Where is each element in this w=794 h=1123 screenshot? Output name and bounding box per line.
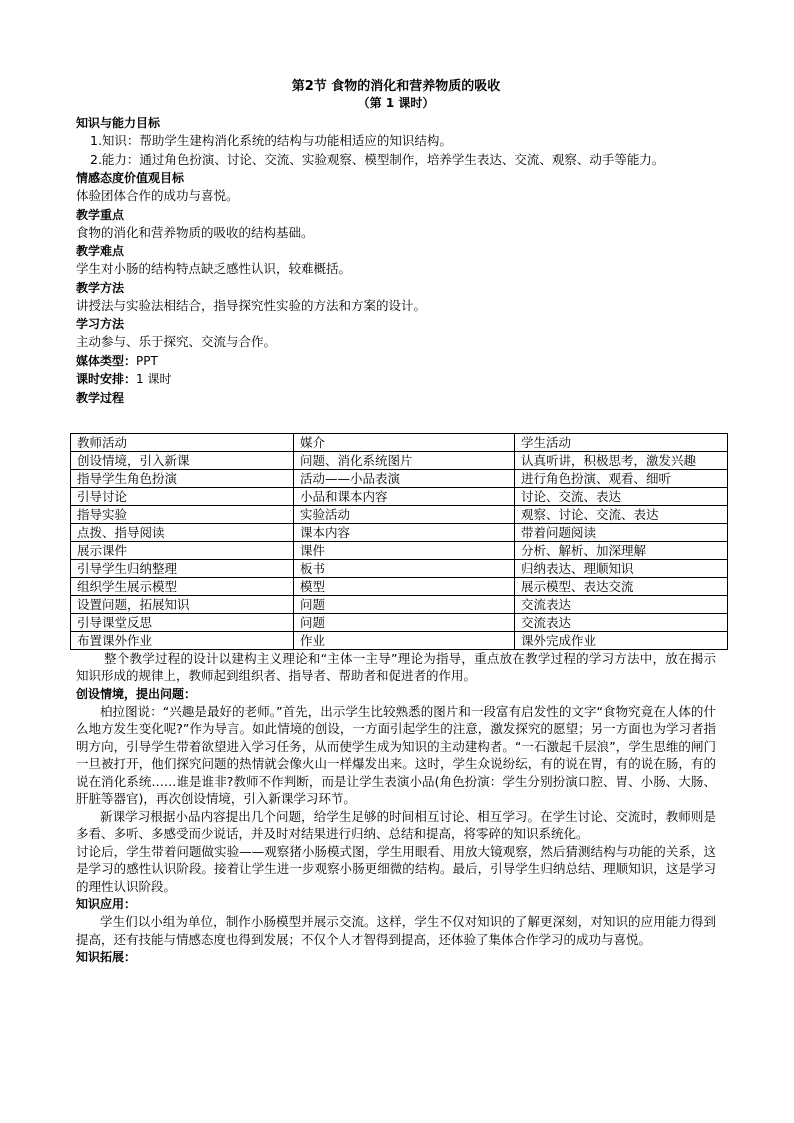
table-cell: 认真听讲，积极思考，激发兴趣 — [515, 451, 728, 469]
key-point-text: 食物的消化和营养物质的吸收的结构基础。 — [76, 224, 314, 240]
table-cell: 引导学生归纳整理 — [71, 559, 294, 577]
new-lesson-paragraph: 新课学习根据小品内容提出几个问题，给学生足够的时间相互讨论、相互学习。在学生讨论、交流时，教师则是多看、多听、多感受而少说话，并及时对结果进行归纳、总结和提高，将零碎的知识系统化。 — [76, 808, 716, 841]
table-cell: 组织学生展示模型 — [71, 577, 294, 595]
document-title: 第2节 食物的消化和营养物质的吸收 — [291, 79, 501, 94]
table-cell: 板书 — [294, 559, 515, 577]
goal1-item-knowledge: 1.知识：帮助学生建构消化系统的结构与功能相适应的知识结构。 — [90, 133, 452, 148]
table-row — [71, 523, 728, 541]
table-row — [71, 613, 728, 631]
application-paragraph: 学生们以小组为单位，制作小肠模型并展示交流。这样，学生不仅对知识的了解更深刻，对知识的应用能力得到提高，还有技能与情感态度也得到发展；不仅个人才智得到提高，还体验了集体合作学习的成功与喜悦。 — [76, 914, 716, 947]
table-cell: 展示模型、表达交流 — [515, 577, 728, 595]
table-cell: 指导实验 — [71, 505, 294, 523]
media-type-line — [76, 352, 716, 371]
table-row — [71, 505, 728, 523]
document-page — [76, 78, 716, 966]
media-type-label: 媒体类型： — [76, 353, 137, 368]
learning-method-text: 主动参与、乐于探究、交流与合作。 — [76, 334, 277, 349]
table-cell: 观察、讨论、交流、表达 — [515, 505, 728, 523]
table-cell: 课件 — [294, 541, 515, 559]
table-row — [71, 577, 728, 595]
table-row — [71, 469, 728, 487]
table-cell: 指导学生角色扮演 — [71, 469, 294, 487]
situation-paragraph: 柏拉图说：“兴趣是最好的老师。”首先，出示学生比较熟悉的图片和一段富有启发性的文字“食物究竟在人体的什么地方发生变化呢?”作为导言。如此情境的创设，一方面引起学生的注意，激发探究的愿望；另一方面也为学习者指明方向，引导学生带着欲望进入学习任务，从而使学生成为知识的主动建构者。“一石激起千层浪”，学生思维的闸门一旦被打开，他们探究问题的热情就会像火山一样爆发出来。这时，学生众说纷纭，有的说在胃，有的说在肠，有的说在消化系统……谁是谁非?教师不作判断，而是让学生表演小品(角色扮演：学生分别扮演口腔、胃、小肠、大肠、肝脏等器官)，再次创设情境，引入新课学习环节。 — [76, 703, 716, 806]
table-row — [71, 541, 728, 559]
table-cell: 分析、解析、加深理解 — [515, 541, 728, 559]
table-cell: 交流表达 — [515, 613, 728, 631]
teaching-method-heading: 教学方法 — [76, 280, 125, 295]
table-cell: 带着问题阅读 — [515, 523, 728, 541]
table-header-row — [71, 433, 728, 451]
application-heading: 知识应用： — [76, 897, 137, 911]
process-heading: 教学过程 — [76, 390, 125, 405]
document-subtitle: （第 1 课时） — [357, 96, 435, 110]
table-row — [71, 595, 728, 613]
table-cell: 模型 — [294, 577, 515, 595]
table-cell: 引导课堂反思 — [71, 613, 294, 631]
table-cell: 活动——小品表演 — [294, 469, 515, 487]
situation-heading: 创设情境，提出问题： — [76, 686, 197, 701]
media-type-value: PPT — [136, 353, 158, 368]
activity-table — [70, 433, 728, 650]
discussion-paragraph: 讨论后，学生带着问题做实验——观察猪小肠模式图，学生用眼看、用放大镜观察，然后猜测结构与功能的关系，这是学习的感性认识阶段。接着让学生进一步观察小肠更细微的结构。最后，引导学生归纳总结、理顺知识，这是学习的理性认识阶段。 — [76, 843, 716, 894]
table-cell: 布置课外作业 — [71, 631, 294, 649]
goal2-text: 体验团体合作的成功与喜悦。 — [76, 188, 239, 203]
table-cell: 进行角色扮演、观看、细听 — [515, 469, 728, 487]
table-cell: 课本内容 — [294, 523, 515, 541]
learning-method-heading: 学习方法 — [76, 317, 125, 331]
class-time-line — [76, 370, 716, 389]
table-cell: 小品和课本内容 — [294, 487, 515, 505]
table-cell: 设置问题，拓展知识 — [71, 595, 294, 613]
table-header-cell: 媒介 — [294, 433, 515, 451]
table-header-cell: 学生活动 — [515, 433, 728, 451]
intro-paragraph: 整个教学过程的设计以建构主义理论和“主体一主导”理论为指导，重点放在教学过程的学习方法中，放在揭示知识形成的规律上，教师起到组织者、指导者、帮助者和促进者的作用。 — [76, 650, 716, 683]
table-cell: 点拨、指导阅读 — [71, 523, 294, 541]
key-point-heading: 教学重点 — [76, 207, 125, 222]
table-cell: 实验活动 — [294, 505, 515, 523]
class-time-label: 课时安排： — [76, 372, 137, 386]
goal2-heading: 情感态度价值观目标 — [76, 171, 185, 185]
table-cell: 交流表达 — [515, 595, 728, 613]
table-cell: 归纳表达、理顺知识 — [515, 559, 728, 577]
class-time-value: 1 课时 — [136, 372, 172, 386]
table-cell: 作业 — [294, 631, 515, 649]
table-row — [71, 487, 728, 505]
process-body — [76, 650, 716, 967]
difficulty-text: 学生对小肠的结构特点缺乏感性认识，较难概括。 — [76, 261, 352, 276]
table-cell: 问题 — [294, 613, 515, 631]
goal1-heading: 知识与能力目标 — [76, 116, 161, 130]
difficulty-heading: 教学难点 — [76, 244, 125, 258]
extension-heading: 知识拓展： — [76, 950, 137, 964]
table-cell: 问题、消化系统图片 — [294, 451, 515, 469]
table-header-cell: 教师活动 — [71, 433, 294, 451]
teaching-method-text: 讲授法与实验法相结合，指导探究性实验的方法和方案的设计。 — [76, 297, 427, 313]
table-row — [71, 631, 728, 649]
table-cell: 课外完成作业 — [515, 631, 728, 649]
table-cell: 创设情境，引入新课 — [71, 451, 294, 469]
table-cell: 展示课件 — [71, 541, 294, 559]
table-cell: 问题 — [294, 595, 515, 613]
table-row — [71, 451, 728, 469]
table-row — [71, 559, 728, 577]
table-cell: 引导讨论 — [71, 487, 294, 505]
goal1-item-ability: 2.能力：通过角色扮演、讨论、交流、实验观察、模型制作，培养学生表达、交流、观察、动手等能力。 — [90, 151, 665, 167]
table-cell: 讨论、交流、表达 — [515, 487, 728, 505]
